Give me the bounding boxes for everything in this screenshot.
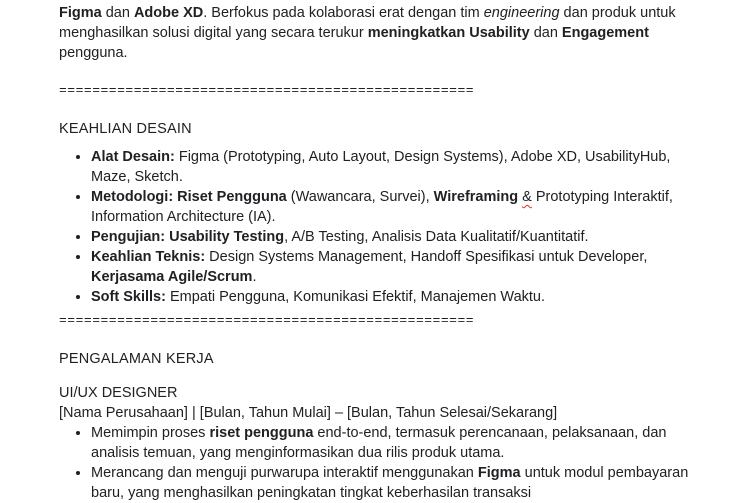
bold-text: Figma [477, 465, 521, 481]
item-label: Wireframing [433, 189, 519, 205]
item-text: Memimpin proses [91, 425, 210, 441]
item-label: Pengujian: Usability Testing [91, 229, 285, 245]
item-text: Empati Pengguna, Komunikasi Efektif, Manajemen Waktu. [165, 289, 546, 305]
section-divider: ================================================== [59, 83, 475, 98]
spellcheck-flag[interactable]: & [522, 189, 532, 205]
list-item [91, 287, 700, 307]
list-item [91, 227, 700, 247]
bold-text: Engagement [561, 25, 649, 41]
item-text: untuk modul pembayaran baru, yang menghasilkan peningkatan tingkat keberhasilan transaksi [91, 465, 689, 501]
summary-paragraph [59, 3, 700, 63]
item-label: Metodologi: Riset Pengguna [91, 189, 287, 205]
text: pengguna. [59, 45, 128, 61]
italic-text: engineering [483, 5, 560, 21]
item-text: Figma (Prototyping, Auto Layout, Design Systems), Adobe XD, UsabilityHub, Maze, Sketch. [91, 149, 671, 185]
skills-heading: KEAHLIAN DESAIN [59, 121, 192, 137]
skills-list [59, 147, 700, 307]
item-text: , A/B Testing, Analisis Data Kualitatif/Kuantitatif. [284, 229, 589, 245]
list-item [91, 423, 700, 463]
list-item [91, 463, 700, 503]
list-item [91, 247, 700, 287]
bold-text: meningkatkan Usability [367, 25, 530, 41]
item-label: Alat Desain: [91, 149, 175, 165]
list-item [91, 147, 700, 187]
job-title: UI/UX DESIGNER [59, 385, 178, 401]
text: dan [529, 25, 562, 41]
item-text: Prototyping Interaktif, Information Architecture (IA). [91, 189, 673, 225]
item-label: Keahlian Teknis: [91, 249, 206, 265]
item-text: (Wawancara, Survei), [286, 189, 434, 205]
item-label: Kerjasama Agile/Scrum [91, 269, 253, 285]
experience-heading: PENGALAMAN KERJA [59, 351, 214, 367]
item-text: Design Systems Management, Handoff Spesifikasi untuk Developer, [205, 249, 648, 265]
list-item [91, 187, 700, 227]
experience-list [59, 423, 700, 503]
item-text: Merancang dan menguji purwarupa interaktif menggunakan [91, 465, 478, 481]
text: dan [101, 5, 134, 21]
item-text: . [252, 269, 257, 285]
bold-text: Adobe XD [133, 5, 204, 21]
bold-text: Figma [59, 5, 102, 21]
section-divider: ================================================== [59, 313, 475, 328]
job-meta: [Nama Perusahaan] | [Bulan, Tahun Mulai] – [Bulan, Tahun Selesai/Sekarang] [59, 405, 558, 421]
item-label: Soft Skills: [91, 289, 166, 305]
bold-text: riset pengguna [209, 425, 314, 441]
text: . Berfokus pada kolaborasi erat dengan tim [203, 5, 484, 21]
text: dan produk untuk menghasilkan solusi digital yang secara terukur [59, 5, 676, 41]
item-text: end-to-end, termasuk perencanaan, pelaksanaan, dan analisis temuan, yang menginformasikan dua rilis produk utama. [91, 425, 667, 461]
